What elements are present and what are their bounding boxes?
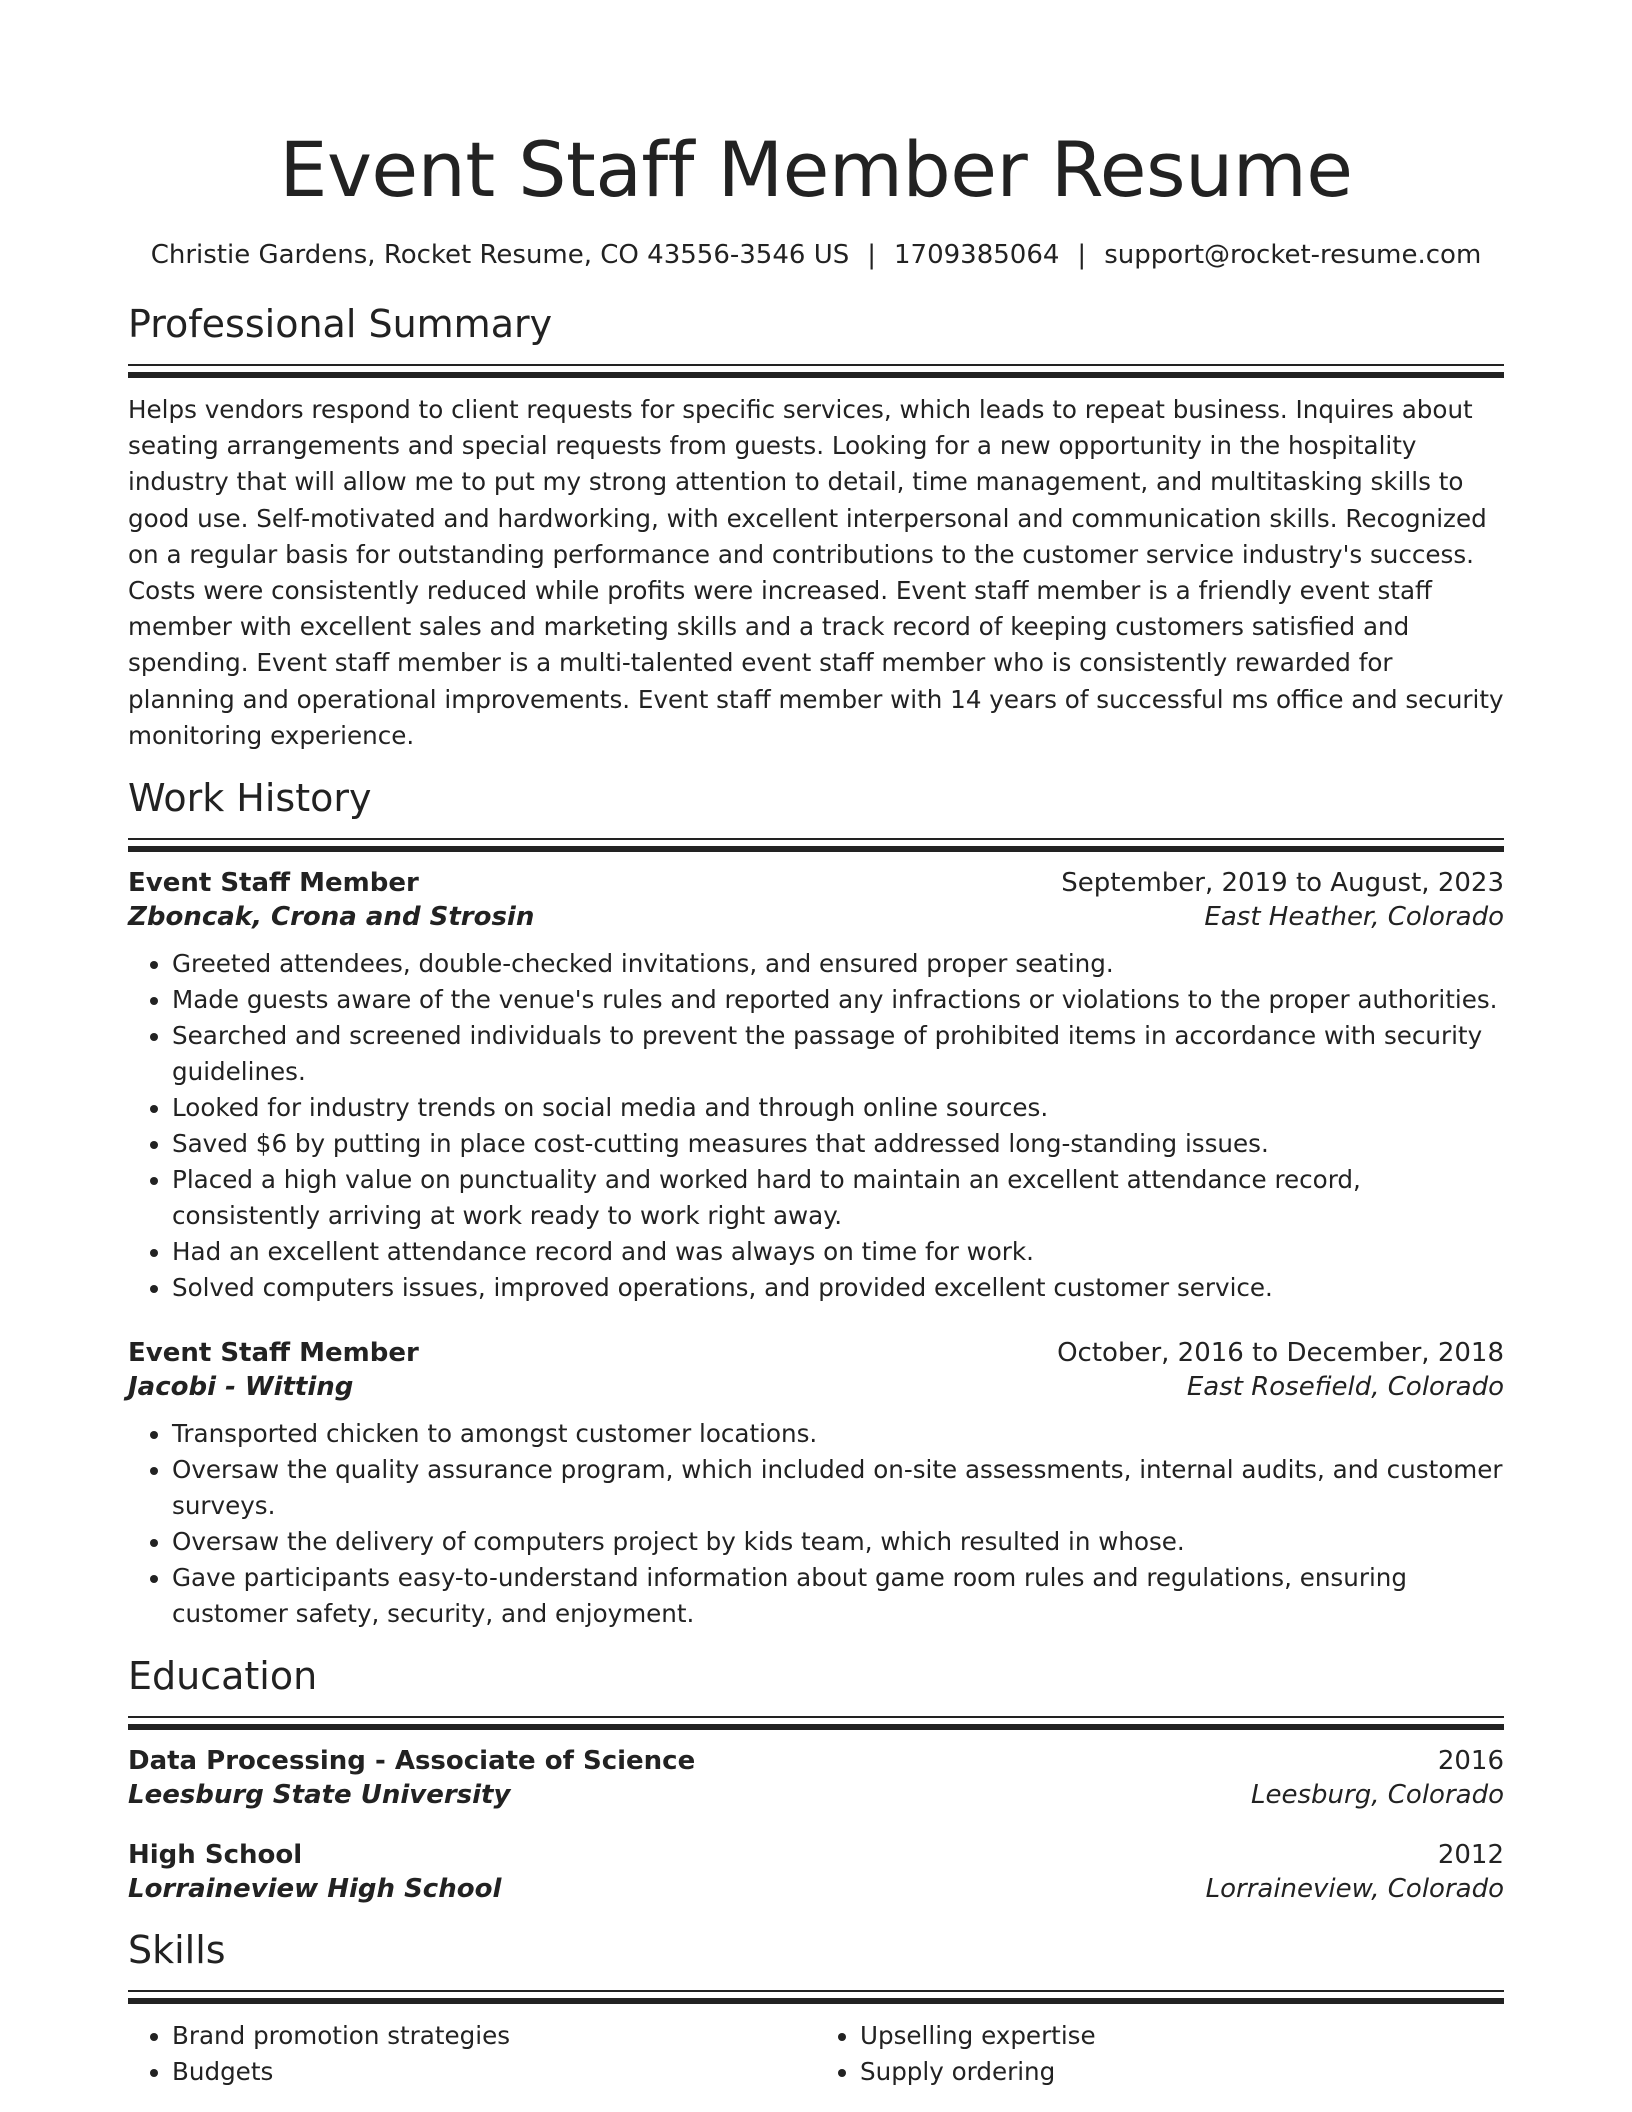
contact-separator: |	[867, 240, 876, 270]
contact-address: Christie Gardens, Rocket Resume, CO 43556-3546 US	[150, 240, 850, 270]
education-school: Lorraineview High School	[128, 1874, 502, 1905]
skill-item: • Upselling expertise	[860, 2018, 1504, 2054]
section-title-education: Education	[128, 1654, 318, 1699]
job-company-row	[128, 902, 1504, 932]
skill-item: • Supply ordering	[860, 2054, 1504, 2090]
education-location: Lorraineview, Colorado	[1205, 1874, 1504, 1905]
education-entry	[128, 1746, 1504, 1810]
section-divider	[128, 1990, 1504, 2004]
education-year: 2012	[1437, 1840, 1504, 1871]
page-title: Event Staff Member Resume	[279, 125, 1353, 214]
job-bullet: • Transported chicken to amongst customer locations.	[172, 1416, 1504, 1452]
skills-column-right	[816, 2018, 1504, 2090]
education-degree: Data Processing - Associate of Science	[128, 1746, 696, 1777]
job-bullet: • Oversaw the quality assurance program, which included on-site assessments, internal audits, and customer surveys.	[172, 1452, 1504, 1524]
job-bullet: • Gave participants easy-to-understand information about game room rules and regulations, ensuring customer safety, security, and enjoyment.	[172, 1560, 1504, 1632]
education-header-row	[128, 1746, 1504, 1776]
summary-section	[128, 300, 1504, 754]
contact-email: support@rocket-resume.com	[1104, 240, 1482, 270]
job-entry	[128, 1338, 1504, 1632]
job-company-row	[128, 1372, 1504, 1402]
education-school-row	[128, 1874, 1504, 1904]
job-title: Event Staff Member	[128, 868, 419, 899]
skills-grid	[128, 2004, 1504, 2090]
job-company: Zboncak, Crona and Strosin	[128, 902, 535, 933]
job-bullet: • Made guests aware of the venue's rules and reported any infractions or violations to the proper authorities.	[172, 982, 1504, 1018]
contact-separator: |	[1077, 240, 1087, 270]
skill-item: • Budgets	[172, 2054, 816, 2090]
job-bullet: • Had an excellent attendance record and was always on time for work.	[172, 1234, 1504, 1270]
section-divider	[128, 1716, 1504, 1730]
job-entry	[128, 868, 1504, 1306]
job-dates: September, 2019 to August, 2023	[1061, 868, 1504, 899]
section-divider	[128, 838, 1504, 852]
education-school-row	[128, 1780, 1504, 1810]
job-bullet: • Searched and screened individuals to prevent the passage of prohibited items in accordance with security guidelines.	[172, 1018, 1504, 1090]
section-title-summary: Professional Summary	[128, 302, 553, 346]
education-header-row	[128, 1840, 1504, 1870]
summary-text: Helps vendors respond to client requests for specific services, which leads to repeat business. Inquires about seating arrangements and special requests from guests. Looking for a new opportunity in the hospitality industry that will allow me to put my strong attention to detail, time management, and multitasking skills to good use. Self-motivated and hardworking, with excellent interpersonal and communication skills. Recognized on a regular basis for outstanding performance and contributions to the customer service industry's success. Costs were consistently reduced while profits were increased. Event staff member is a friendly event staff member with excellent sales and marketing skills and a track record of keeping customers satisfied and spending. Event staff member is a multi-talented event staff member who is consistently rewarded for planning and operational improvements. Event staff member with 14 years of successful ms office and security monitoring experience.	[128, 395, 1504, 750]
job-bullet: • Oversaw the delivery of computers project by kids team, which resulted in whose.	[172, 1524, 1504, 1560]
education-entry	[128, 1840, 1504, 1904]
job-bullet: • Greeted attendees, double-checked invitations, and ensured proper seating.	[172, 946, 1504, 982]
job-dates: October, 2016 to December, 2018	[1057, 1338, 1504, 1369]
contact-phone: 1709385064	[894, 240, 1060, 270]
job-company: Jacobi - Witting	[128, 1372, 354, 1403]
job-location: East Heather, Colorado	[1204, 902, 1504, 933]
job-bullets	[128, 946, 1504, 1306]
contact-line	[128, 238, 1504, 272]
education-section	[128, 1652, 1504, 1904]
job-header-row	[128, 1338, 1504, 1368]
job-title: Event Staff Member	[128, 1338, 419, 1369]
job-location: East Rosefield, Colorado	[1186, 1372, 1504, 1403]
work-history-section	[128, 774, 1504, 1632]
job-header-row	[128, 868, 1504, 898]
job-bullet: • Solved computers issues, improved operations, and provided excellent customer service.	[172, 1270, 1504, 1306]
job-bullet: • Placed a high value on punctuality and worked hard to maintain an excellent attendance record, consistently arriving at work ready to work right away.	[172, 1162, 1504, 1234]
section-divider	[128, 364, 1504, 378]
education-degree: High School	[128, 1840, 303, 1871]
skills-column-left	[128, 2018, 816, 2090]
skills-section	[128, 1926, 1504, 2090]
job-bullet: • Looked for industry trends on social media and through online sources.	[172, 1090, 1504, 1126]
job-bullet: • Saved $6 by putting in place cost-cutting measures that addressed long-standing issues.	[172, 1126, 1504, 1162]
education-location: Leesburg, Colorado	[1251, 1780, 1504, 1811]
education-year: 2016	[1437, 1746, 1504, 1777]
job-bullets	[128, 1416, 1504, 1632]
skill-item: • Brand promotion strategies	[172, 2018, 816, 2054]
section-title-skills: Skills	[128, 1928, 226, 1973]
section-title-work: Work History	[128, 776, 372, 821]
education-school: Leesburg State University	[128, 1780, 511, 1811]
